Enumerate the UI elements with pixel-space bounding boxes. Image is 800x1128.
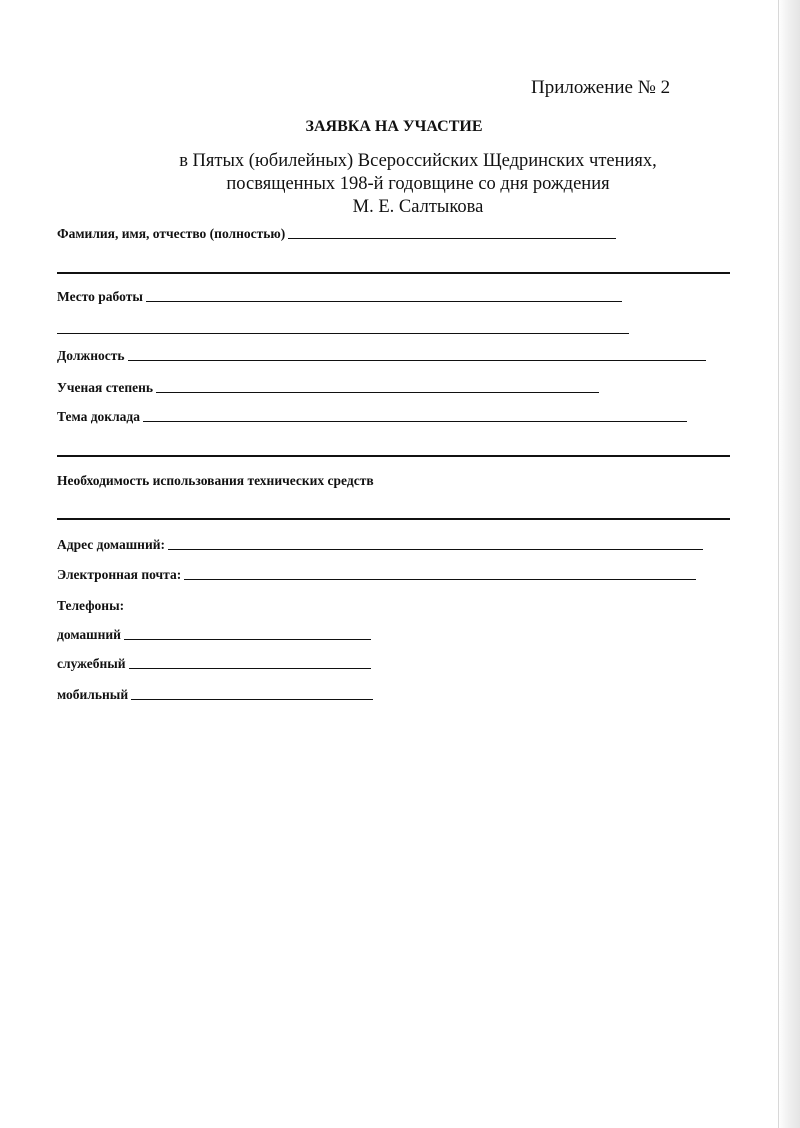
technical-needs-input-line[interactable]: [57, 518, 730, 520]
workplace-input-line[interactable]: [146, 300, 622, 302]
full-name-input-line[interactable]: [288, 237, 616, 239]
document-subtitle: [0, 150, 800, 219]
topic-field: [57, 409, 687, 425]
full-name-label: Фамилия, имя, отчество (полностью): [57, 226, 286, 241]
subtitle-line: в Пятых (юбилейных) Всероссийских Щедринских чтениях,: [179, 151, 657, 171]
phone-mobile-label: мобильный: [57, 687, 129, 702]
full-name-field: [57, 226, 616, 242]
subtitle-line: М. Е. Салтыкова: [352, 197, 484, 217]
technical-needs-label: Необходимость использования технических средств: [57, 473, 374, 488]
email-input-line[interactable]: [184, 578, 696, 580]
position-input-line[interactable]: [128, 359, 706, 361]
full-name-continuation-line[interactable]: [57, 272, 730, 274]
degree-input-line[interactable]: [156, 391, 599, 393]
workplace-label: Место работы: [57, 289, 143, 304]
phones-label: Телефоны:: [57, 598, 125, 613]
workplace-continuation-line[interactable]: [57, 333, 629, 334]
phone-mobile-field: [57, 687, 373, 703]
home-address-field: [57, 537, 703, 553]
degree-label: Ученая степень: [57, 380, 154, 395]
phone-home-input-line[interactable]: [124, 638, 371, 640]
subtitle-line: посвященных 198-й годовщине со дня рождения: [226, 174, 610, 194]
position-field: [57, 348, 706, 364]
appendix-number: Приложение № 2: [531, 77, 671, 98]
phone-work-field: [57, 656, 371, 672]
position-label: Должность: [57, 348, 125, 363]
home-address-label: Адрес домашний:: [57, 537, 166, 552]
workplace-field: [57, 289, 622, 305]
topic-label: Тема доклада: [57, 409, 140, 424]
phone-work-label: служебный: [57, 656, 126, 671]
email-field: [57, 567, 696, 583]
topic-continuation-line[interactable]: [57, 455, 730, 457]
document-title: ЗАЯВКА НА УЧАСТИЕ: [305, 118, 483, 135]
topic-input-line[interactable]: [143, 420, 687, 422]
email-label: Электронная почта:: [57, 567, 182, 582]
phone-work-input-line[interactable]: [129, 667, 371, 669]
phone-mobile-input-line[interactable]: [131, 698, 373, 700]
phone-home-field: [57, 627, 371, 643]
degree-field: [57, 380, 599, 396]
phone-home-label: домашний: [57, 627, 121, 642]
home-address-input-line[interactable]: [168, 548, 703, 550]
